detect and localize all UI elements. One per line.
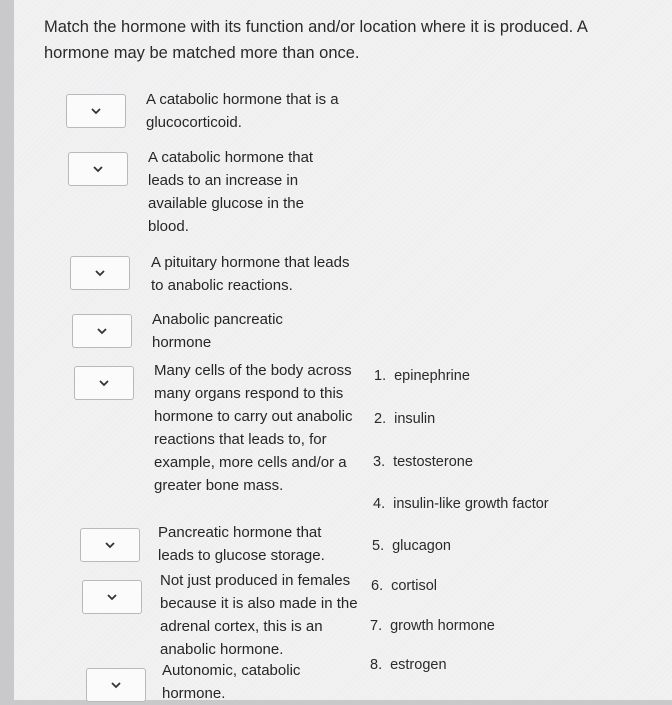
- option-item: [374, 368, 470, 384]
- option-label: cortisol: [391, 578, 438, 594]
- item-description-6: Pancreatic hormone that leads to glucose storage.: [158, 524, 325, 564]
- option-item: [373, 454, 473, 470]
- option-item: [371, 578, 437, 594]
- option-label: growth hormone: [390, 618, 495, 634]
- option-label: epinephrine: [394, 368, 470, 384]
- match-dropdown-8[interactable]: [86, 668, 146, 702]
- option-item: [370, 657, 447, 673]
- option-label: testosterone: [393, 454, 473, 470]
- chevron-down-icon: [106, 592, 118, 602]
- option-label: estrogen: [390, 657, 447, 673]
- match-dropdown-3[interactable]: [70, 256, 130, 290]
- chevron-down-icon: [94, 268, 106, 278]
- match-dropdown-7[interactable]: [82, 580, 142, 614]
- option-label: insulin-like growth factor: [393, 496, 549, 512]
- question-panel: [14, 0, 672, 700]
- question-prompt: Match the hormone with its function and/or location where it is produced. A hormone may be matched more than once.: [44, 18, 587, 62]
- match-dropdown-4[interactable]: [72, 314, 132, 348]
- option-item: [370, 618, 495, 634]
- option-number: 6.: [371, 578, 384, 594]
- option-number: 4.: [373, 496, 386, 512]
- match-dropdown-5[interactable]: [74, 366, 134, 400]
- item-description-4: Anabolic pancreatic hormone: [152, 311, 283, 351]
- option-item: [372, 538, 451, 554]
- option-item: [374, 411, 435, 427]
- option-number: 2.: [374, 411, 387, 427]
- chevron-down-icon: [96, 326, 108, 336]
- option-label: glucagon: [392, 538, 451, 554]
- chevron-down-icon: [90, 106, 102, 116]
- item-description-5: Many cells of the body across many organs respond to this hormone to carry out anabolic reactions that leads to, for example, more cells and/or a greater bone mass.: [154, 362, 353, 494]
- option-number: 8.: [370, 657, 383, 673]
- match-dropdown-2[interactable]: [68, 152, 128, 186]
- option-number: 3.: [373, 454, 386, 470]
- chevron-down-icon: [92, 164, 104, 174]
- option-label: insulin: [394, 411, 436, 427]
- item-description-3: A pituitary hormone that leads to anabolic reactions.: [151, 254, 350, 294]
- option-number: 1.: [374, 368, 387, 384]
- item-description-8: Autonomic, catabolic hormone.: [162, 662, 301, 702]
- chevron-down-icon: [98, 378, 110, 388]
- option-number: 7.: [370, 618, 383, 634]
- match-dropdown-6[interactable]: [80, 528, 140, 562]
- item-description-7: Not just produced in females because it is also made in the adrenal cortex, this is an anabolic hormone.: [160, 572, 358, 658]
- option-item: [373, 496, 549, 512]
- item-description-1: A catabolic hormone that is a glucocorticoid.: [146, 91, 339, 131]
- chevron-down-icon: [104, 540, 116, 550]
- chevron-down-icon: [110, 680, 122, 690]
- option-number: 5.: [372, 538, 385, 554]
- match-dropdown-1[interactable]: [66, 94, 126, 128]
- item-description-2: A catabolic hormone that leads to an increase in available glucose in the blood.: [148, 149, 314, 235]
